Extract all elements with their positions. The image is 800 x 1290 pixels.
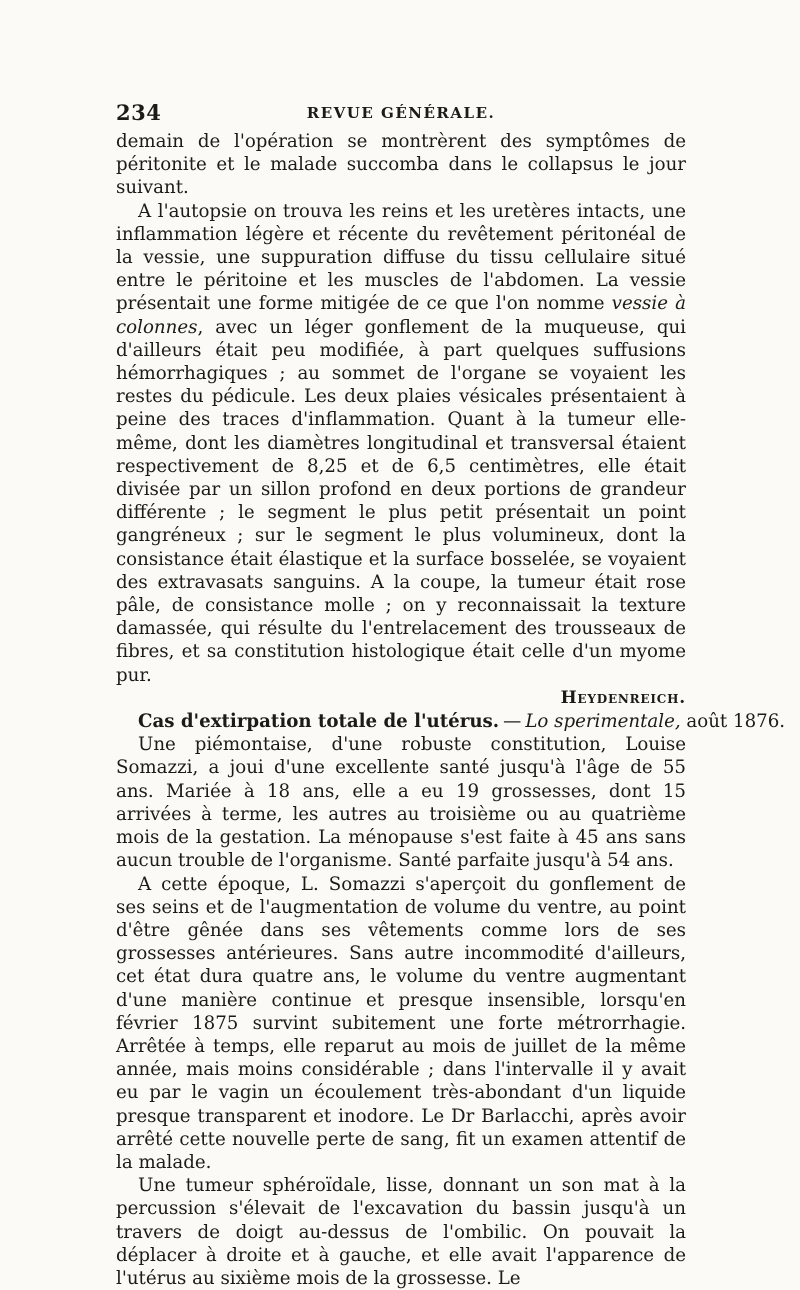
page-number: 234: [116, 100, 162, 125]
running-head: REVUE GÉNÉRALE.: [306, 104, 496, 122]
article-source: Lo sperimentale,: [525, 711, 681, 733]
paragraph: Une piémontaise, d'une robuste constitution, Louise Somazzi, a joui d'une excellente santé jusqu'à l'âge de 55 ans. Mariée à 18 ans, elle a eu 19 grossesses, dont 15 arrivées à terme, les autres au troisième ou au quatrième mois de la gestation. La ménopause s'est faite à 45 ans sans aucun trouble de l'organisme. Santé parfaite jusqu'à 54 ans.: [116, 734, 686, 872]
paragraph: A cette époque, L. Somazzi s'aperçoit du gonflement de ses seins et de l'augmentation de volume du ventre, au point d'être gênée dans ses vêtements comme lors de ses grossesses antérieures. Sans autre incommodité d'ailleurs, cet état dura quatre ans, le volume du ventre augmentant d'une manière continue et presque insensible, lorsqu'en février 1875 survint subitement une forte métrorrhagie. Arrêtée à temps, elle reparut au mois de juillet de la même année, mais moins considérable ; dans l'intervalle il y avait eu par le vagin un écoulement très-abondant d'un liquide presque transparent et inodore. Le Dr Barlacchi, après avoir arrêté cette nouvelle perte de sang, fit un examen attentif de la malade.: [116, 873, 686, 1173]
paragraph: Une tumeur sphéroïdale, lisse, donnant un son mat à la percussion s'élevait de l'excavation du bassin jusqu'à un travers de doigt au-dessus de l'ombilic. On pouvait la déplacer à droite et à gauche, et elle avait l'apparence de l'utérus au sixième mois de la grossesse. Le: [116, 1175, 686, 1289]
text-run: A l'autopsie on trouva les reins et les uretères intacts, une inflammation légère et récente du revêtement péritonéal de la vessie, une suppuration diffuse du tissu cellulaire situé entre le péritoine et les muscles de l'abdomen. La vessie présentait une forme mitigée de ce que l'on nomme: [116, 200, 686, 315]
emphasis-term: vessie à colonnes: [116, 293, 686, 338]
body-text: [116, 130, 786, 1290]
article-title: Cas d'extirpation totale de l'utérus.: [138, 711, 500, 733]
heading-dash: —: [503, 711, 522, 733]
paragraph: demain de l'opération se montrèrent des symptômes de péritonite et le malade succomba dans le collapsus le jour suivant.: [116, 131, 686, 199]
paragraph: [116, 200, 686, 687]
article-heading: [116, 710, 786, 733]
author-signature: Heydenreich.: [560, 687, 686, 708]
page-header: [116, 100, 686, 126]
article-date: août 1876.: [686, 711, 786, 733]
text-run: , avec un léger gonflement de la muqueuse, qui d'ailleurs était peu modifiée, à part quelques suffusions hémorrhagiques ; au sommet de l'organe se voyaient les restes du pédicule. Les deux plaies vésicales présentaient à peine des traces d'inflammation. Quant à la tumeur elle-même, dont les diamètres longitudinal et transversal étaient respectivement de 8,25 et de 6,5 centimètres, elle était divisée par un sillon profond en deux portions de grandeur différente ; le segment le plus petit présentait un point gangréneux ; sur le segment le plus volumineux, dont la consistance était élastique et la surface bosselée, se voyaient des extravasats sanguins. A la coupe, la tumeur était rose pâle, de consistance molle ; on y reconnaissait la texture damassée, qui résulte du l'entrelacement des trousseaux de fibres, et sa constitution histologique était celle d'un myome pur.: [116, 316, 686, 686]
